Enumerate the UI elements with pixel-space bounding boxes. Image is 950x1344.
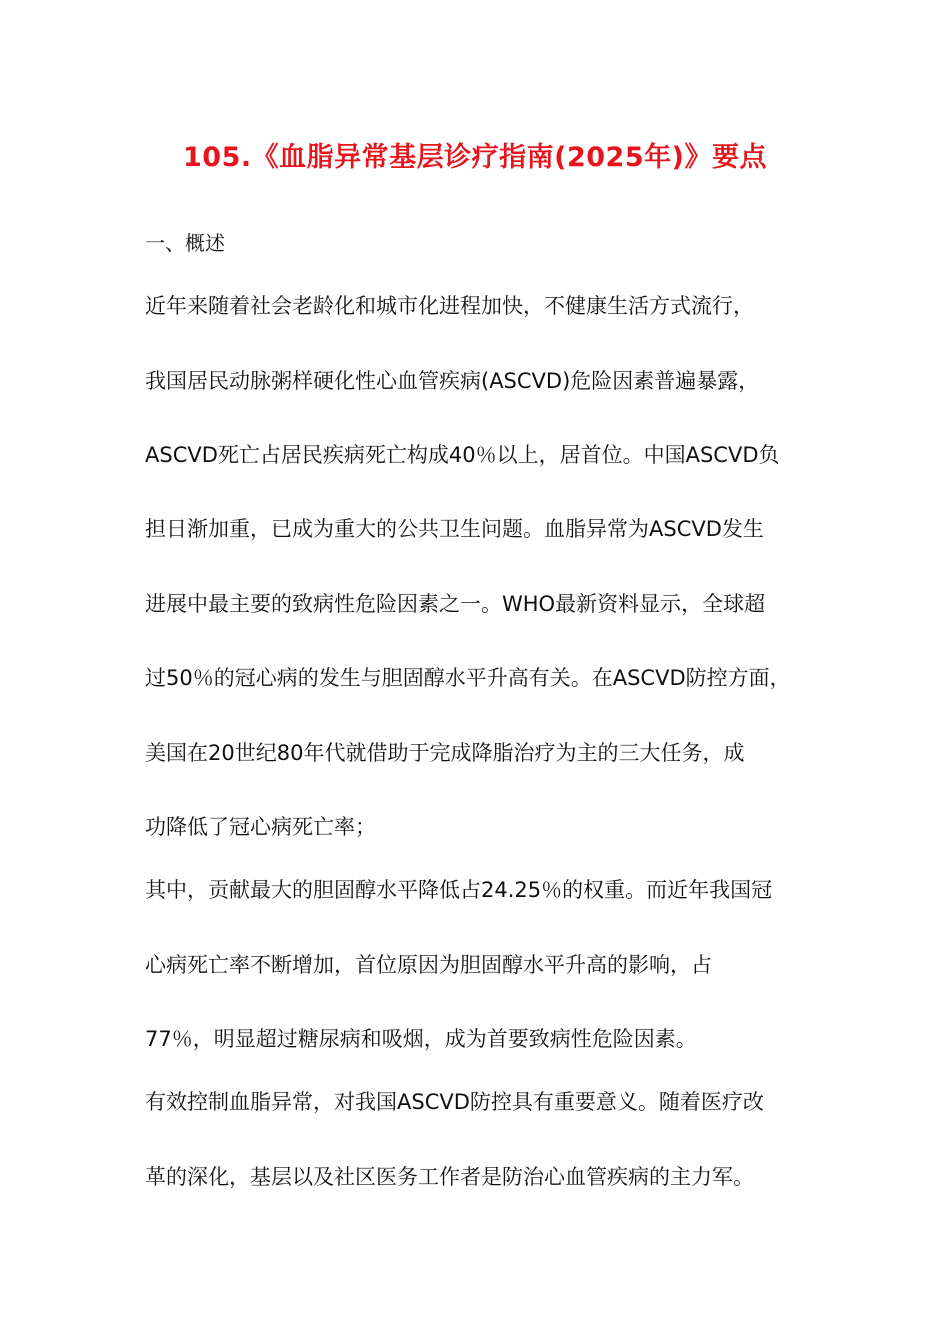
paragraph-line: ASCVD死亡占居民疾病死亡构成40％以上，居首位。中国ASCVD负 [145,443,780,467]
paragraph-line: 美国在20世纪80年代就借助于完成降脂治疗为主的三大任务，成 [145,741,745,765]
paragraph-line: 革的深化，基层以及社区医务工作者是防治心血管疾病的主力军。 [145,1165,754,1189]
section-heading: 一、概述 [145,231,225,255]
paragraph-line: 过50％的冠心病的发生与胆固醇水平升高有关。在ASCVD防控方面， [145,666,791,690]
paragraph-line: 功降低了冠心病死亡率； [145,815,376,839]
paragraph-line: 担日渐加重，已成为重大的公共卫生问题。血脂异常为ASCVD发生 [145,517,764,541]
paragraph-line: 其中，贡献最大的胆固醇水平降低占24.25％的权重。而近年我国冠 [145,878,773,902]
paragraph-line: 有效控制血脂异常，对我国ASCVD防控具有重要意义。随着医疗改 [145,1090,764,1114]
paragraph-line: 心病死亡率不断增加，首位原因为胆固醇水平升高的影响，占 [145,953,712,977]
paragraph-line: 进展中最主要的致病性危险因素之一。WHO最新资料显示，全球超 [145,592,766,616]
document-title: 105.《血脂异常基层诊疗指南(2025年)》要点 [183,142,767,173]
paragraph-line: 我国居民动脉粥样硬化性心血管疾病(ASCVD)危险因素普遍暴露， [145,369,760,393]
paragraph-line: 近年来随着社会老龄化和城市化进程加快，不健康生活方式流行， [145,294,754,318]
paragraph-line: 77％，明显超过糖尿病和吸烟，成为首要致病性危险因素。 [145,1027,697,1051]
